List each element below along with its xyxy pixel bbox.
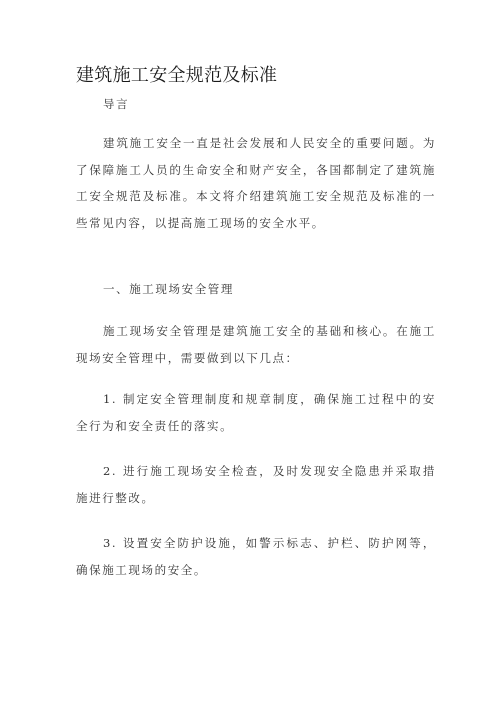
intro-heading: 导言 [103,97,130,111]
section-1-heading: 一、施工现场安全管理 [103,282,234,296]
section-1-paragraph: 施工现场安全管理是建筑施工安全的基础和核心。在施工现场安全管理中，需要做到以下几点： [76,324,436,365]
list-item-2: 2. 进行施工现场安全检查，及时发现安全隐患并采取措施进行整改。 [76,464,436,505]
list-item-1: 1. 制定安全管理制度和规章制度，确保施工过程中的安全行为和安全责任的落实。 [76,392,436,433]
document-title: 建筑施工安全规范及标准 [76,65,278,86]
list-item-3: 3. 设置安全防护设施，如警示标志、护栏、防护网等，确保施工现场的安全。 [76,536,436,577]
intro-paragraph: 建筑施工安全一直是社会发展和人民安全的重要问题。为了保障施工人员的生命安全和财产安全，各国都制定了建筑施工安全规范及标准。本文将介绍建筑施工安全规范及标准的一些常见内容，以提高施工现场的安全水平。 [76,136,436,230]
